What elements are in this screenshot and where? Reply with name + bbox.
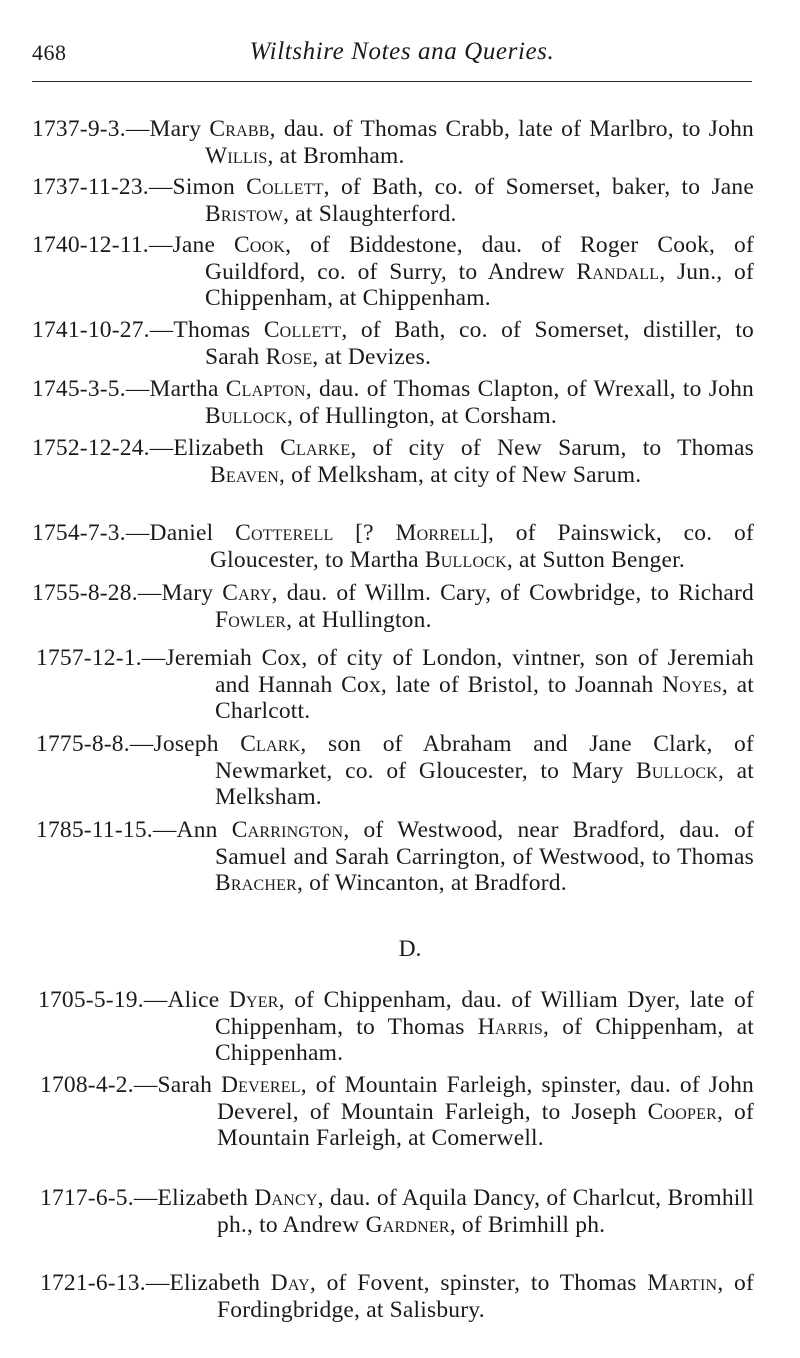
entry-date: 1775-8-8.: [36, 731, 130, 757]
entry-fragment: —Joseph: [129, 731, 241, 757]
entry-date: 1741-10-27.: [32, 317, 150, 343]
entry-fragment: , of Mountain Farleigh, spinster, dau. of John Deverel, of Mountain Farleigh, to Joseph: [217, 1072, 755, 1125]
surname: Rose: [265, 343, 313, 370]
entry-date: 1745-3-5.: [32, 376, 126, 402]
entry-date: 1757-12-1.: [36, 645, 142, 671]
surname: Clarke: [280, 435, 351, 461]
entry-fragment: —Mary: [137, 580, 223, 606]
entry-fragment: —Thomas: [149, 317, 264, 343]
entry-fragment: , at Sutton Benger.: [506, 546, 685, 573]
entry-fragment: ], of Painswick, co. of Gloucester, to Martha: [210, 520, 754, 573]
entry-fragment: , of Hullington, at Corsham.: [286, 402, 557, 429]
entry-fragment: —Mary: [125, 116, 210, 142]
entry-date: 1717-6-5.: [40, 1185, 134, 1211]
entry-fragment: , dau. of Willm. Cary, of Cowbridge, to Richard: [271, 580, 754, 606]
surname: Randall: [576, 258, 660, 285]
surname: Collett: [263, 317, 342, 343]
entry-fragment: —Jeremiah Cox, of city of London, vintner, son of Jeremiah and Hannah Cox, late of Bristol, to Joannah: [141, 645, 754, 698]
entry-fragment: , of Bath, co. of Somerset, distiller, to Sarah: [205, 317, 755, 370]
entry-fragment: , at Charlcott.: [215, 671, 754, 724]
surname: Beaven: [210, 461, 280, 488]
entry-date: 1737-9-3.: [32, 116, 126, 142]
page-header: [32, 34, 752, 74]
entry-text: [32, 174, 754, 227]
surname: Harris: [477, 1013, 544, 1040]
entry-date: 1785-11-15.: [36, 817, 153, 843]
surname: Clapton: [225, 376, 306, 402]
entry-fragment: —Simon: [148, 174, 247, 200]
surname: Clark: [240, 731, 301, 757]
entry-fragment: —Daniel: [125, 520, 236, 546]
entry-text: [32, 435, 755, 488]
entry-fragment: , at Bromham.: [267, 142, 405, 169]
page-number: 468: [32, 40, 67, 65]
entry-text: [40, 1072, 755, 1152]
entry-fragment: , of Bath, co. of Somerset, baker, to Jane: [323, 174, 754, 200]
surname: Bullock: [424, 546, 507, 573]
entry-date: 1752-12-24.: [32, 435, 150, 461]
entry-text: [40, 1270, 754, 1323]
running-title: Wiltshire Notes ana Queries.: [249, 38, 555, 65]
surname: Cary: [222, 580, 272, 606]
surname: Crabb: [209, 116, 270, 142]
entry-fragment: , of Fovent, spinster, to Thomas: [309, 1270, 648, 1296]
entry-fragment: , of Chippenham, dau. of William Dyer, late of Chippenham, to Thomas: [215, 987, 754, 1040]
entry-fragment: , Jun., of Chippenham, at Chippenham.: [205, 258, 754, 311]
entry-fragment: , of Fordingbridge, at Salisbury.: [217, 1270, 754, 1323]
entry-fragment: , son of Abraham and Jane Clark, of Newmarket, co. of Gloucester, to Mary: [215, 731, 754, 784]
entry-date: 1755-8-28.: [32, 580, 138, 606]
surname: Gardner: [365, 1211, 450, 1238]
header-rule: [32, 81, 752, 82]
entry-fragment: , of Biddestone, dau. of Roger Cook, of Guildford, co. of Surry, to Andrew: [205, 232, 754, 285]
section-heading: D.: [398, 936, 422, 962]
surname: Bullock: [205, 402, 287, 429]
entry-date: 1754-7-3.: [32, 520, 126, 546]
entry-text: [36, 645, 754, 725]
entry-fragment: —Alice: [143, 987, 229, 1013]
entry-fragment: , dau. of Thomas Clapton, of Wrexall, to John: [305, 376, 754, 402]
entry-fragment: , of Westwood, near Bradford, dau. of Samuel and Sarah Carrington, of Westwood, to Thomas: [215, 817, 754, 870]
entry-fragment: , at Slaughterford.: [283, 200, 457, 227]
entry-fragment: —Elizabeth: [133, 1185, 255, 1211]
entry-text: [32, 580, 754, 633]
entry-fragment: , of Chippenham, at Chippenham.: [215, 1013, 754, 1066]
entry-date: 1737-11-23.: [32, 174, 149, 200]
surname: Bracher: [215, 870, 297, 896]
surname: Collett: [246, 174, 324, 200]
entry-date: 1740-12-11.: [32, 232, 149, 258]
entry-text: [32, 232, 754, 312]
entry-text: [32, 520, 754, 573]
surname: Carrington: [231, 817, 344, 843]
surname: Willis: [205, 142, 268, 169]
surname: Cook: [234, 232, 286, 258]
entry-fragment: , at Devizes.: [312, 343, 432, 370]
entry-fragment: —Elizabeth: [145, 1270, 271, 1296]
entry-fragment: , at Melksham.: [215, 757, 754, 810]
entry-date: 1721-6-13.: [40, 1270, 146, 1296]
entry-text: [38, 987, 754, 1067]
surname: Noyes: [662, 671, 722, 698]
entry-text: [40, 1185, 754, 1238]
surname: Dyer: [228, 987, 279, 1013]
entry-fragment: , dau. of Thomas Crabb, late of Marlbro, to John: [269, 116, 754, 142]
surname: Cooper: [647, 1098, 717, 1125]
entry-date: 1708-4-2.: [40, 1072, 134, 1098]
entry-text: [32, 317, 755, 370]
entry-text: [36, 817, 754, 897]
entry-text: [32, 376, 754, 429]
surname: Deverel: [221, 1072, 301, 1098]
entry-date: 1705-5-19.: [38, 987, 144, 1013]
entry-text: [36, 731, 754, 811]
surname: Martin: [647, 1270, 718, 1296]
surname: Bristow: [205, 200, 284, 227]
surname: Bullock: [636, 757, 718, 784]
entry-fragment: [?: [333, 520, 396, 546]
surname: Morrell: [395, 520, 480, 546]
entry-fragment: —Ann: [152, 817, 232, 843]
entry-fragment: , of city of New Sarum, to Thomas: [350, 435, 755, 461]
entry-fragment: , of Brimhill ph.: [449, 1211, 606, 1238]
entry-fragment: —Sarah: [133, 1072, 221, 1098]
entry-text: [32, 116, 754, 169]
entry-fragment: —Jane: [148, 232, 234, 258]
surname: Day: [270, 1270, 310, 1296]
entry-fragment: , of Melksham, at city of New Sarum.: [279, 461, 642, 488]
entry-fragment: —Martha: [125, 376, 226, 402]
entry-fragment: , of Wincanton, at Bradford.: [296, 870, 567, 896]
surname: Cotterell: [235, 520, 334, 546]
entry-fragment: —Elizabeth: [149, 435, 281, 461]
entry-fragment: , at Hullington.: [286, 606, 432, 633]
entry-fragment: , dau. of Aquila Dancy, of Charlcut, Bromhill ph., to Andrew: [217, 1185, 754, 1238]
surname: Fowler: [215, 606, 287, 633]
entry-fragment: , of Mountain Farleigh, at Comerwell.: [217, 1098, 754, 1151]
surname: Dancy: [254, 1185, 318, 1211]
